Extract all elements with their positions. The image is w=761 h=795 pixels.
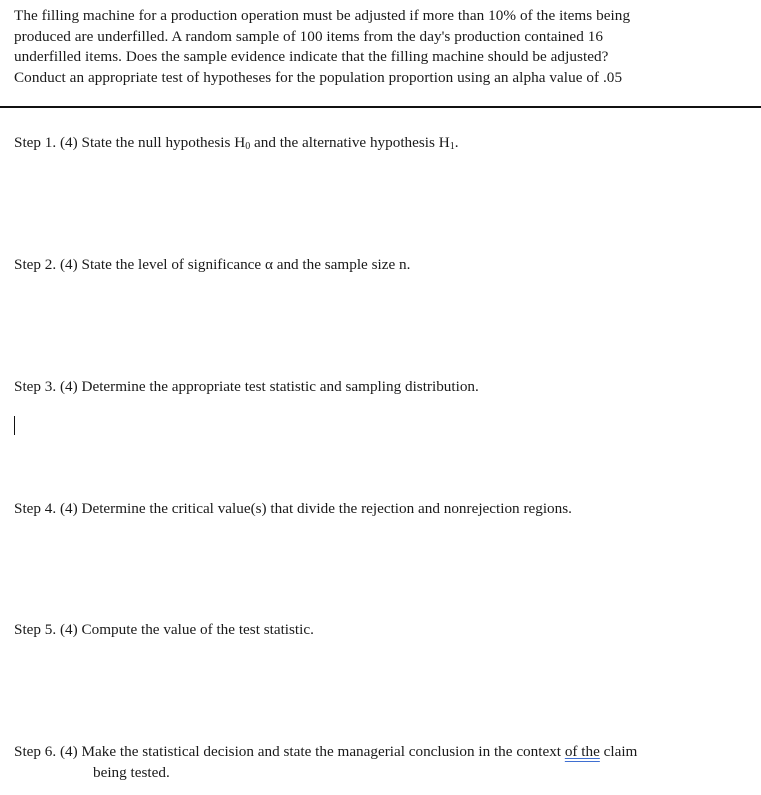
step-text: Compute the value of the test statistic. bbox=[77, 621, 314, 638]
problem-statement bbox=[14, 6, 749, 88]
section-divider bbox=[0, 106, 761, 108]
step-text: State the null hypothesis H bbox=[77, 134, 246, 151]
step-text: and the alternative hypothesis H bbox=[250, 134, 450, 151]
step-label: Step 4. (4) bbox=[14, 500, 78, 517]
step-text: Determine the appropriate test statistic and sampling distribution. bbox=[77, 378, 479, 395]
text-cursor[interactable] bbox=[14, 416, 15, 435]
step-1 bbox=[14, 132, 754, 157]
step-label: Step 2. (4) bbox=[14, 256, 78, 273]
step-label: Step 1. (4) bbox=[14, 134, 78, 151]
step-label: Step 3. (4) bbox=[14, 378, 78, 395]
step-text: claim bbox=[599, 743, 638, 760]
step-text: Make the statistical decision and state the managerial conclusion in the context bbox=[77, 743, 565, 760]
subscript-one: 1 bbox=[449, 141, 455, 152]
step-2 bbox=[14, 254, 754, 275]
problem-line: underfilled items. Does the sample evidence indicate that the filling machine should be adjusted? bbox=[14, 48, 609, 65]
step-text: Determine the critical value(s) that divide the rejection and nonrejection regions. bbox=[77, 500, 572, 517]
step-text-continuation: being tested. bbox=[93, 764, 170, 781]
problem-line: produced are underfilled. A random sample of 100 items from the day's production contained 16 bbox=[14, 27, 603, 45]
grammar-flagged-text[interactable]: of the bbox=[564, 743, 600, 760]
step-3 bbox=[14, 376, 754, 397]
subscript-zero: 0 bbox=[245, 141, 251, 152]
problem-line: Conduct an appropriate test of hypotheses for the population proportion using an alpha value of .05 bbox=[14, 68, 623, 86]
step-label: Step 6. (4) bbox=[14, 743, 78, 760]
step-4 bbox=[14, 498, 754, 519]
step-6 bbox=[14, 741, 754, 783]
step-5 bbox=[14, 619, 754, 640]
problem-line: The filling machine for a production operation must be adjusted if more than 10% of the items being bbox=[14, 7, 631, 24]
step-label: Step 5. (4) bbox=[14, 621, 78, 638]
step-text: State the level of significance α and the sample size n. bbox=[77, 256, 411, 273]
step-text: . bbox=[454, 134, 459, 151]
